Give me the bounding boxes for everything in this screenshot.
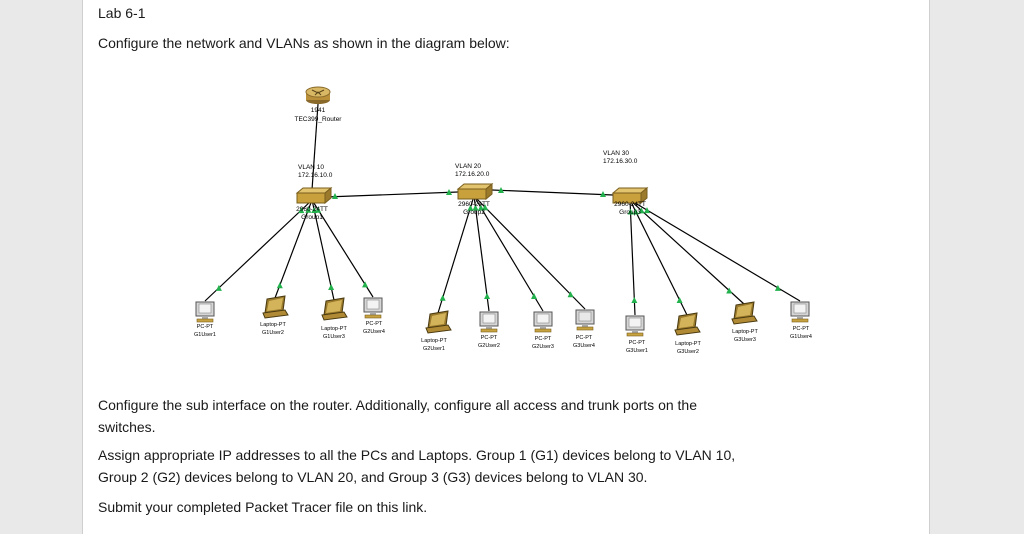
switch1-model-label: 2960-24TT [296,206,328,213]
device-name-label: G1User3 [322,334,346,340]
device-type-label: Laptop-PT [732,329,758,335]
device-type-label: PC-PT [480,335,498,341]
router-model-label: 1941 [310,107,326,114]
laptop-icon [263,296,288,318]
device-type-label: PC-PT [534,336,552,342]
device-type-label: PC-PT [575,335,593,341]
laptop-icon [675,313,700,335]
link-sw3-d11 [630,200,744,304]
link-sw1-d2-port-b [277,282,283,288]
switch1-name-label: Group1 [301,214,323,221]
switch2-name-label: Group2 [463,209,485,216]
device-name-label: G2User2 [477,343,501,349]
device-name-label: G2User1 [422,346,446,352]
device-name-label: G1User4 [789,334,813,340]
pc-icon [196,302,214,322]
intro-text: Configure the network and VLANs as shown in the diagram below: [98,35,510,51]
switch2-subnet-label: 172.16.20.0 [455,171,490,178]
device-type-label: Laptop-PT [260,322,286,328]
device-name-label: G2User4 [362,329,386,335]
device-type-label: Laptop-PT [675,341,701,347]
pc-icon [791,302,809,322]
link-sw1-d1 [205,200,312,301]
router-name-label: TEC399_Router [294,116,342,123]
device-name-label: G3User1 [625,348,649,354]
laptop-icon [322,298,347,320]
device-name-label: G3User4 [572,343,596,349]
laptop-icon [732,302,757,324]
switch1-subnet-label: 172.16.10.0 [298,172,333,179]
link-sw1-d4-port-b [362,281,368,287]
switch2-icon [458,184,492,199]
pc-icon [626,316,644,336]
switch1-vlan-label: VLAN 10 [298,164,325,171]
pc-icon [364,298,382,318]
link-sw3-d12-port-b [775,285,781,291]
switch3-name-label: Group3 [619,209,641,216]
device-name-label: G2User3 [531,344,555,350]
device-type-label: PC-PT [196,324,214,330]
pc-icon [480,312,498,332]
device-type-label: Laptop-PT [421,338,447,344]
lab-title: Lab 6-1 [98,5,146,21]
switch2-vlan-label: VLAN 20 [455,163,482,170]
link-sw2-d6-port-b [484,293,490,299]
device-type-label: PC-PT [792,326,810,332]
device-name-label: G3User2 [676,349,700,355]
link-sw3-d10-port-b [677,297,683,303]
switch3-subnet-label: 172.16.30.0 [603,158,638,165]
link-switch2-switch3 [492,190,613,195]
link-sw2-d5-port-b [440,295,446,301]
instruction-ip-addresses: Assign appropriate IP addresses to all the PCs and Laptops. Group 1 (G1) devices belong to VLAN 10, Group 2 (G2) devices belong to VLAN 20, and Group 3 (G3) devices belong to VLAN 30. [98,447,736,485]
pc-icon [534,312,552,332]
device-type-label: Laptop-PT [321,326,347,332]
instruction-subinterface: Configure the sub interface on the router. Additionally, configure all access and trunk ports on the switches. [98,397,697,435]
link-sw3-d9-port-b [631,297,637,303]
link-sw2-d7-port-b [531,293,537,299]
switch3-model-label: 2960-24TT [614,201,646,208]
link-sw3-d12-port-a [644,207,650,213]
link-sw1-d3-port-b [328,284,334,290]
laptop-icon [426,311,451,333]
device-name-label: G1User1 [193,332,217,338]
device-type-label: PC-PT [365,321,383,327]
router-icon [306,87,330,104]
link-switch1-switch2 [326,192,458,197]
device-name-label: G3User3 [733,337,757,343]
link-sw2-d8 [474,196,585,309]
switch3-vlan-label: VLAN 30 [603,150,630,157]
switch1-icon [297,188,331,203]
device-type-label: PC-PT [628,340,646,346]
device-name-label: G1User2 [261,330,285,336]
pc-icon [576,310,594,330]
switch2-model-label: 2960-24TT [458,201,490,208]
instruction-submit: Submit your completed Packet Tracer file on this link. [98,499,428,515]
